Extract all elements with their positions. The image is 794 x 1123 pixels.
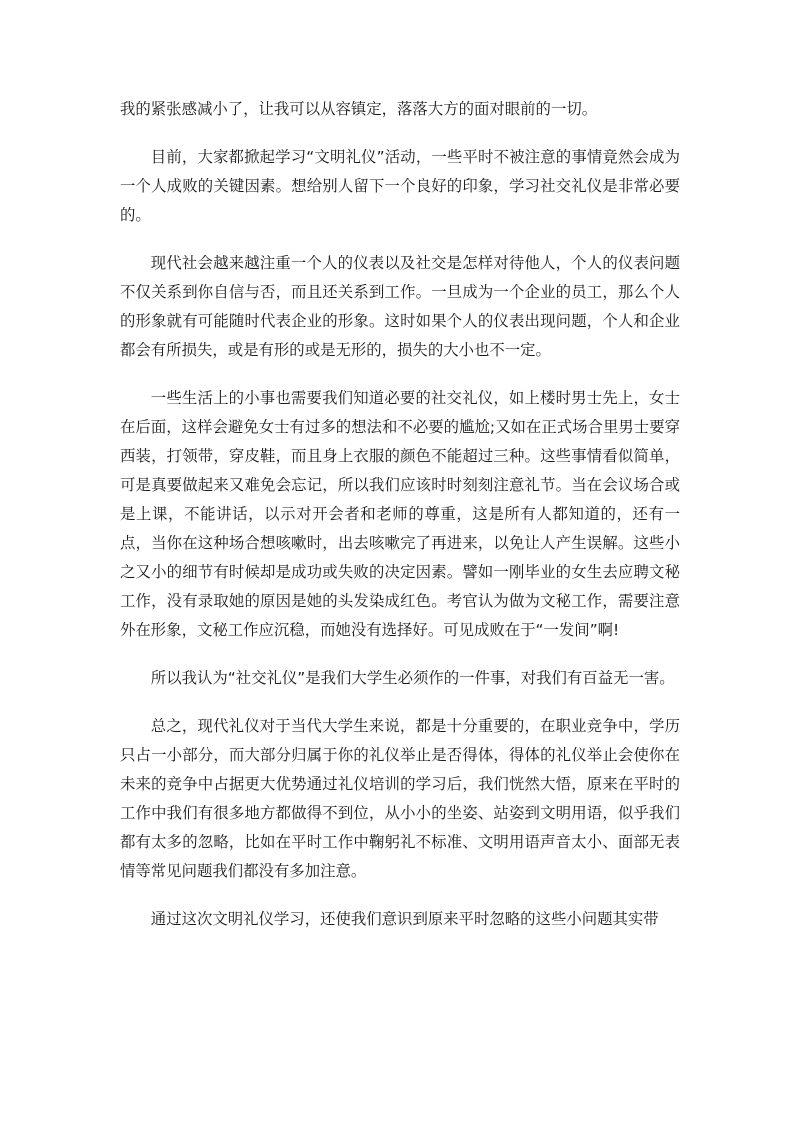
paragraph-7: 通过这次文明礼仪学习，还使我们意识到原来平时忽略的这些小问题其实带 [150,910,659,928]
paragraph-4: 一些生活上的小事也需要我们知道必要的社交礼仪，如上楼时男士先上，女士在后面，这样会避免女士有过多的想法和不必要的尴尬;又如在正式场合里男士要穿西装，打领带，穿皮鞋，而且身上衣服的颜色不能超过三种。这些事情看似简单，可是真要做起来又难免会忘记，所以我们应该时时刻刻注意礼节。当在会议场合或是上课，不能讲话，以示对开会者和老师的尊重，这是所有人都知道的，还有一点，当你在这种场合想咳嗽时，出去咳嗽完了再进来，以免让人产生误解。这些小之又小的细节有时候却是成功或失败的决定因素。譬如一刚毕业的女生去应聘文秘工作，没有录取她的原因是她的头发染成红色。考官认为做为文秘工作，需要注意外在形象，文秘工作应沉稳，而她没有选择好。可见成败在于“一发间”啊! [120,389,680,639]
paragraph-3: 现代社会越来越注重一个人的仪表以及社交是怎样对待他人，个人的仪表问题不仅关系到你自信与否，而且还关系到工作。一旦成为一个企业的员工，那么个人的形象就有可能随时代表企业的形象。这时如果个人的仪表出现问题，个人和企业都会有所损失，或是有形的或是无形的，损失的大小也不一定。 [120,254,680,359]
paragraph-2: 目前，大家都掀起学习“文明礼仪”活动，一些平时不被注意的事情竟然会成为一个人成败的关键因素。想给别人留下一个良好的印象，学习社交礼仪是非常必要的。 [120,148,680,224]
paragraph-6: 总之，现代礼仪对于当代大学生来说，都是十分重要的，在职业竞争中，学历只占一小部分，而大部分归属于你的礼仪举止是否得体，得体的礼仪举止会使你在未来的竞争中占据更大优势通过礼仪培训的学习后，我们恍然大悟，原来在平时的工作中我们有很多地方都做得不到位，从小小的坐姿、站姿到文明用语，似乎我们都有太多的忽略，比如在平时工作中鞠躬礼不标准、文明用语声音太小、面部无表情等常见问题我们都没有多加注意。 [120,717,680,880]
paragraph-1: 我的紧张感减小了，让我可以从容镇定，落落大方的面对眼前的一切。 [120,100,598,118]
paragraph-5: 所以我认为“社交礼仪”是我们大学生必须作的一件事，对我们有百益无一害。 [150,669,675,687]
document-body [120,95,680,953]
